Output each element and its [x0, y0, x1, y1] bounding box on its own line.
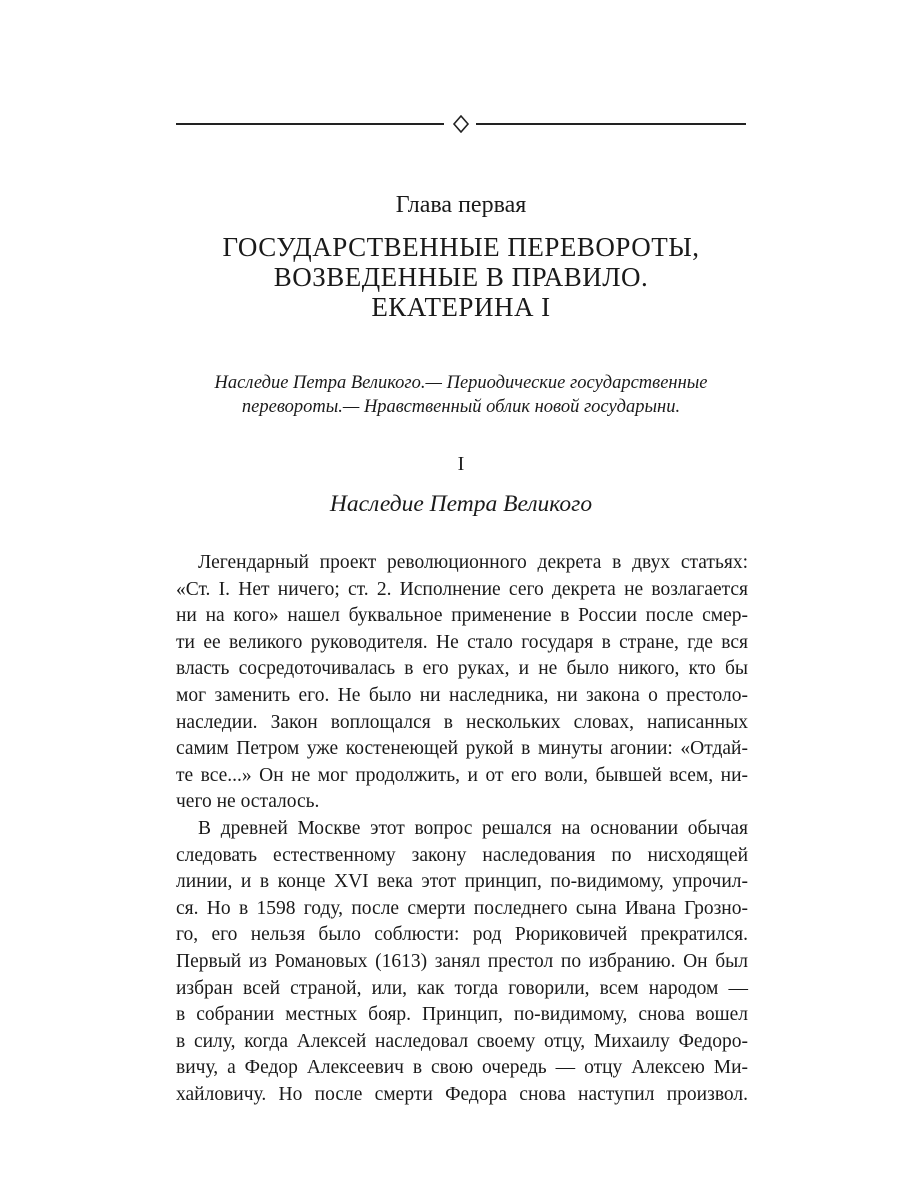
text-line: ся. Но в 1598 году, после смерти последнего сына Ивана Грозно- — [176, 897, 748, 919]
text-line: вичу, а Федор Алексеевич в свою очередь — отцу Алексею Ми- — [176, 1057, 748, 1079]
text-line: мог заменить его. Не было ни наследника, ни закона о престоло- — [176, 684, 748, 706]
text-line: В древней Москве этот вопрос решался на основании обычая — [198, 817, 748, 839]
chapter-summary — [0, 371, 900, 419]
chapter-label: Глава первая — [395, 192, 527, 218]
paragraph — [176, 816, 748, 1109]
chapter-title-line: ВОЗВЕДЕННЫЕ В ПРАВИЛО. — [273, 262, 649, 292]
summary-line: Наследие Петра Великого.— Периодические государственные — [214, 373, 708, 393]
text-line: самим Петром уже костенеющей рукой в минуты агонии: «Отдай- — [176, 738, 748, 760]
ornament-rule-left — [176, 123, 444, 125]
text-line: Первый из Романовых (1613) занял престол по избранию. Он был — [176, 950, 748, 972]
chapter-title-line: ГОСУДАРСТВЕННЫЕ ПЕРЕВОРОТЫ, — [222, 232, 700, 262]
text-line: ни на кого» нашел буквальное применение в России после смер- — [176, 605, 748, 627]
text-line: в силу, когда Алексей наследовал своему отцу, Михаилу Федоро- — [176, 1030, 748, 1052]
text-line: власть сосредоточивалась в его руках, и не было никого, кто бы — [176, 658, 748, 680]
paragraph — [176, 550, 748, 816]
chapter-ornament — [176, 112, 746, 136]
summary-line: перевороты.— Нравственный облик новой государыни. — [241, 397, 681, 417]
text-line: наследии. Закон воплощался в нескольких словах, написанных — [176, 711, 748, 733]
chapter-title-line: ЕКАТЕРИНА I — [371, 292, 551, 322]
section-title: Наследие Петра Великого — [329, 491, 593, 517]
diamond-icon — [452, 115, 470, 133]
text-line: ти ее великого руководителя. Не стало государя в стране, где вся — [176, 631, 748, 653]
text-line: «Ст. I. Нет ничего; ст. 2. Исполнение сего декрета не возлагается — [176, 578, 748, 600]
text-line: го, его нельзя было соблюсти: род Рюриковичей прекратился. — [176, 924, 748, 946]
text-line: следовать естественному закону наследования по нисходящей — [176, 844, 748, 866]
section-number: I — [457, 453, 465, 475]
chapter-title — [0, 232, 900, 322]
text-line: в собрании местных бояр. Принцип, по-видимому, снова вошел — [176, 1004, 748, 1026]
ornament-rule-right — [476, 123, 746, 125]
text-line: те все...» Он не мог продолжить, и от его воли, бывшей всем, ни- — [176, 764, 748, 786]
text-line: Легендарный проект революционного декрета в двух статьях: — [198, 552, 748, 573]
text-line: линии, и в конце XVI века этот принцип, по-видимому, упрочил- — [176, 871, 748, 893]
text-line: чего не осталось. — [176, 791, 320, 813]
text-line: хайловичу. Но после смерти Федора снова наступил произвол. — [176, 1083, 748, 1105]
body-text — [176, 550, 748, 1108]
text-line: избран всей страной, или, как тогда говорили, всем народом — — [176, 977, 748, 999]
